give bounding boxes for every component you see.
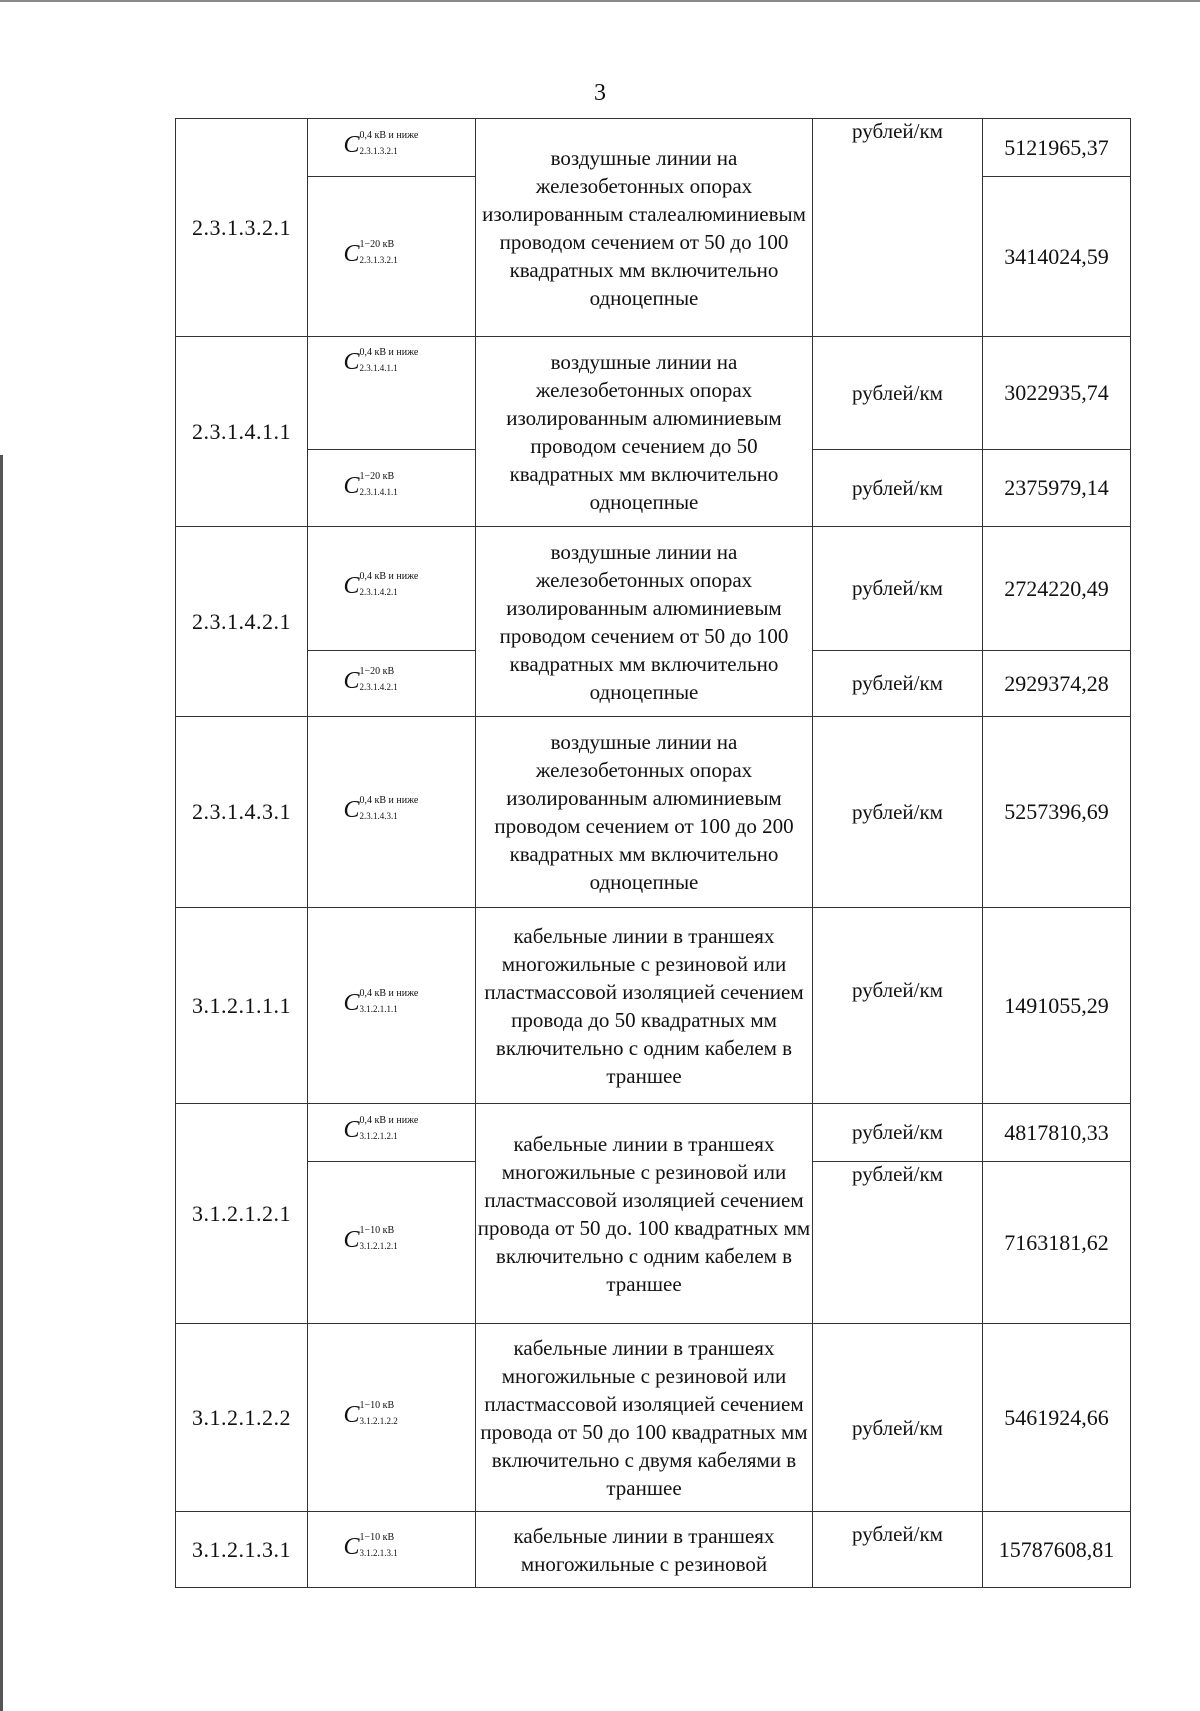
value-cell: 15787608,81 bbox=[983, 1512, 1131, 1588]
scan-top-edge bbox=[0, 0, 1200, 2]
tariff-table bbox=[175, 118, 1131, 1588]
unit-cell: рублей/км bbox=[813, 337, 983, 450]
rate-symbol-cell bbox=[308, 1324, 476, 1512]
value-cell: 1491055,29 bbox=[983, 908, 1131, 1104]
rate-symbol: C 1−20 кВ 2.3.1.4.2.1 bbox=[343, 666, 398, 694]
row-code: 2.3.1.4.3.1 bbox=[176, 717, 308, 908]
scan-left-edge bbox=[0, 455, 3, 1711]
value-cell: 5121965,37 bbox=[983, 119, 1131, 177]
rate-symbol: C 1−20 кВ 2.3.1.4.1.1 bbox=[343, 470, 398, 499]
row-description: воздушные линии на железобетонных опорах изолированным алюминиевым проводом сечением от 100 до 200 квадратных мм включительно одноцепные bbox=[476, 717, 813, 908]
row-description: воздушные линии на железобетонных опорах изолированным сталеалюминиевым проводом сечением от 50 до 100 квадратных мм включительно одноцепные bbox=[476, 119, 813, 337]
table-row bbox=[176, 527, 1131, 651]
value-cell: 2375979,14 bbox=[983, 450, 1131, 527]
unit-cell: рублей/км bbox=[813, 527, 983, 651]
rate-symbol-cell bbox=[308, 337, 476, 450]
rate-symbol-cell bbox=[308, 527, 476, 651]
table-row bbox=[176, 337, 1131, 450]
row-description: кабельные линии в траншеях многожильные с резиновой или пластмассовой изоляцией сечением провода от 50 до. 100 квадратных мм включительно с одним кабелем в траншее bbox=[476, 1104, 813, 1324]
unit-cell: рублей/км bbox=[813, 1512, 983, 1588]
rate-symbol-cell bbox=[308, 651, 476, 717]
rate-symbol-cell bbox=[308, 1104, 476, 1162]
table-row bbox=[176, 1104, 1131, 1162]
unit-cell: рублей/км bbox=[813, 1104, 983, 1162]
rate-symbol: C 0,4 кВ и ниже 2.3.1.3.2.1 bbox=[343, 130, 419, 158]
page-number: 3 bbox=[594, 80, 606, 106]
rate-symbol: C 0,4 кВ и ниже 2.3.1.4.1.1 bbox=[343, 347, 419, 375]
table-row bbox=[176, 1324, 1131, 1512]
row-code: 3.1.2.1.3.1 bbox=[176, 1512, 308, 1588]
row-description: воздушные линии на железобетонных опорах изолированным алюминиевым проводом сечением от 50 до 100 квадратных мм включительно одноцепные bbox=[476, 527, 813, 717]
unit-cell: рублей/км bbox=[813, 1324, 983, 1512]
unit-cell: рублей/км bbox=[813, 717, 983, 908]
value-cell: 2929374,28 bbox=[983, 651, 1131, 717]
rate-symbol: C 1−10 кВ 3.1.2.1.2.1 bbox=[343, 1225, 398, 1253]
row-code: 2.3.1.4.1.1 bbox=[176, 337, 308, 527]
value-cell: 5461924,66 bbox=[983, 1324, 1131, 1512]
row-code: 3.1.2.1.2.1 bbox=[176, 1104, 308, 1324]
table-row bbox=[176, 119, 1131, 177]
unit-cell: рублей/км bbox=[813, 908, 983, 1104]
rate-symbol-cell bbox=[308, 450, 476, 527]
rate-symbol-cell bbox=[308, 908, 476, 1104]
row-code: 2.3.1.4.2.1 bbox=[176, 527, 308, 717]
row-description: кабельные линии в траншеях многожильные с резиновой или пластмассовой изоляцией сечением провода до 50 квадратных мм включительно с одним кабелем в траншее bbox=[476, 908, 813, 1104]
value-cell: 5257396,69 bbox=[983, 717, 1131, 908]
rate-symbol: C 1−20 кВ 2.3.1.3.2.1 bbox=[343, 239, 398, 267]
value-cell: 2724220,49 bbox=[983, 527, 1131, 651]
value-cell: 3022935,74 bbox=[983, 337, 1131, 450]
rate-symbol: C 0,4 кВ и ниже 3.1.2.1.1.1 bbox=[343, 988, 419, 1016]
table-row bbox=[176, 908, 1131, 1104]
rate-symbol: C 1−10 кВ 3.1.2.1.3.1 bbox=[343, 1532, 398, 1560]
rate-symbol-cell bbox=[308, 717, 476, 908]
row-code: 3.1.2.1.2.2 bbox=[176, 1324, 308, 1512]
row-description: воздушные линии на железобетонных опорах изолированным алюминиевым проводом сечением до 50 квадратных мм включительно одноцепные bbox=[476, 337, 813, 527]
value-cell: 4817810,33 bbox=[983, 1104, 1131, 1162]
row-code: 3.1.2.1.1.1 bbox=[176, 908, 308, 1104]
table-row bbox=[176, 717, 1131, 908]
unit-cell: рублей/км bbox=[813, 450, 983, 527]
rate-symbol: C 0,4 кВ и ниже 2.3.1.4.2.1 bbox=[343, 571, 419, 599]
unit-cell: рублей/км bbox=[813, 1162, 983, 1324]
row-description: кабельные линии в траншеях многожильные с резиновой bbox=[476, 1512, 813, 1588]
rate-symbol: C 0,4 кВ и ниже 2.3.1.4.3.1 bbox=[343, 794, 419, 823]
row-code: 2.3.1.3.2.1 bbox=[176, 119, 308, 337]
rate-symbol-cell bbox=[308, 119, 476, 177]
rate-symbol: C 0,4 кВ и ниже 3.1.2.1.2.1 bbox=[343, 1115, 419, 1143]
rate-symbol-cell bbox=[308, 1512, 476, 1588]
unit-cell: рублей/км bbox=[813, 651, 983, 717]
row-description: кабельные линии в траншеях многожильные с резиновой или пластмассовой изоляцией сечением провода от 50 до 100 квадратных мм включительно с двумя кабелями в траншее bbox=[476, 1324, 813, 1512]
value-cell: 7163181,62 bbox=[983, 1162, 1131, 1324]
value-cell: 3414024,59 bbox=[983, 177, 1131, 337]
table-row bbox=[176, 1512, 1131, 1588]
rate-symbol-cell bbox=[308, 177, 476, 337]
rate-symbol: C 1−10 кВ 3.1.2.1.2.2 bbox=[343, 1400, 398, 1428]
unit-cell: рублей/км bbox=[813, 119, 983, 337]
rate-symbol-cell bbox=[308, 1162, 476, 1324]
